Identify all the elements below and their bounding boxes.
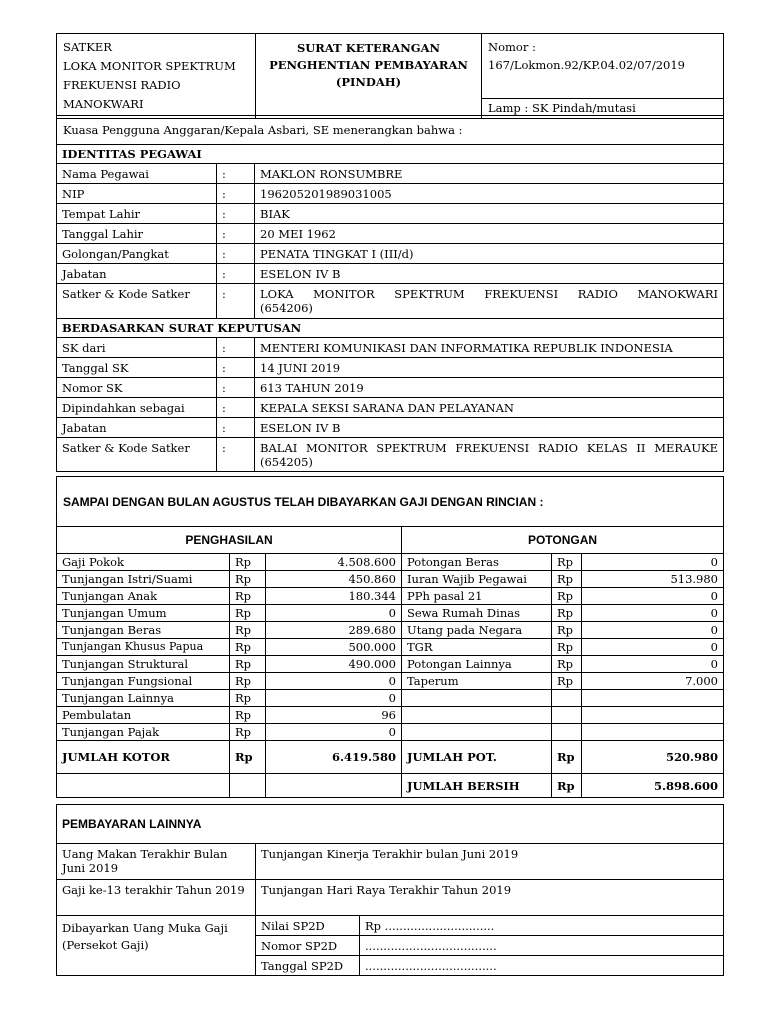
- income-value: 180.344: [266, 588, 402, 605]
- currency: Rp: [230, 707, 266, 724]
- nomor-sp2d-label: Nomor SP2D: [256, 936, 360, 956]
- field-value: 14 JUNI 2019: [255, 358, 724, 378]
- empty-cell: [552, 707, 582, 724]
- field-label: Jabatan: [57, 264, 217, 284]
- empty-cell: [57, 774, 230, 798]
- document-title: [256, 34, 482, 119]
- satker-cell: [57, 34, 256, 119]
- jumlah-kotor-label: JUMLAH KOTOR: [57, 741, 230, 774]
- currency: Rp: [230, 554, 266, 571]
- income-label: Pembulatan: [57, 707, 230, 724]
- table-row: [57, 605, 724, 622]
- field-value: 20 MEI 1962: [255, 224, 724, 244]
- currency: Rp: [552, 571, 582, 588]
- field-value: BIAK: [255, 204, 724, 224]
- field-value: ESELON IV B: [255, 418, 724, 438]
- salary-table: [56, 476, 724, 798]
- currency: Rp: [552, 774, 582, 798]
- empty-cell: [402, 724, 552, 741]
- table-row: [57, 673, 724, 690]
- field-label: Tanggal SK: [57, 358, 217, 378]
- identity-table: [56, 115, 724, 472]
- field-value: MAKLON RONSUMBRE: [255, 164, 724, 184]
- field-value: PENATA TINGKAT I (III/d): [255, 244, 724, 264]
- currency: Rp: [552, 639, 582, 656]
- currency: Rp: [230, 588, 266, 605]
- income-value: 0: [266, 605, 402, 622]
- income-label: Tunjangan Lainnya: [57, 690, 230, 707]
- title-line-1: SURAT KETERANGAN: [296, 41, 441, 55]
- field-value: [255, 438, 724, 472]
- field-label: Tanggal Lahir: [57, 224, 217, 244]
- income-value: 0: [266, 724, 402, 741]
- currency: Rp: [552, 554, 582, 571]
- currency: Rp: [230, 656, 266, 673]
- table-row: [57, 588, 724, 605]
- jumlah-bersih-label: JUMLAH BERSIH: [402, 774, 552, 798]
- table-row: [57, 554, 724, 571]
- satker-asal-name: LOKA MONITOR SPEKTRUM FREKUENSI RADIO MANOKWARI: [260, 287, 719, 301]
- empty-cell: [552, 690, 582, 707]
- empty-cell: [402, 707, 552, 724]
- empty-cell: [402, 690, 552, 707]
- title-line-3: (PINDAH): [335, 75, 402, 89]
- income-label: Tunjangan Anak: [57, 588, 230, 605]
- gaji-13: Gaji ke-13 terakhir Tahun 2019: [57, 880, 256, 916]
- tunjangan-kinerja: Tunjangan Kinerja Terakhir bulan Juni 2019: [256, 844, 724, 880]
- currency: Rp: [230, 639, 266, 656]
- jumlah-pot-value: 520.980: [582, 741, 724, 774]
- deduction-label: Potongan Lainnya: [402, 656, 552, 673]
- deduction-value: 0: [582, 588, 724, 605]
- empty-cell: [266, 774, 402, 798]
- net-row: [57, 774, 724, 798]
- income-label: Gaji Pokok: [57, 554, 230, 571]
- nomor-value: 167/Lokmon.92/KP.04.02/07/2019: [488, 58, 685, 72]
- deduction-label: Utang pada Negara: [402, 622, 552, 639]
- income-label: Tunjangan Umum: [57, 605, 230, 622]
- income-value: 0: [266, 690, 402, 707]
- field-label: Nomor SK: [57, 378, 217, 398]
- currency: Rp: [552, 605, 582, 622]
- empty-cell: [582, 707, 724, 724]
- income-label: Tunjangan Istri/Suami: [57, 571, 230, 588]
- deduction-value: 513.980: [582, 571, 724, 588]
- letter-header: [56, 33, 724, 119]
- currency: Rp: [230, 673, 266, 690]
- income-label: Tunjangan Beras: [57, 622, 230, 639]
- satker-asal-code: (654206): [260, 301, 313, 315]
- currency: Rp: [230, 605, 266, 622]
- table-row: [57, 622, 724, 639]
- empty-cell: [582, 724, 724, 741]
- table-row: [57, 690, 724, 707]
- field-label: Golongan/Pangkat: [57, 244, 217, 264]
- intro-statement: Kuasa Pengguna Anggaran/Kepala Asbari, SE menerangkan bahwa :: [57, 116, 724, 145]
- field-label: Satker & Kode Satker: [57, 438, 217, 472]
- deduction-label: Sewa Rumah Dinas: [402, 605, 552, 622]
- field-label: SK dari: [57, 338, 217, 358]
- income-value: 490.000: [266, 656, 402, 673]
- currency: Rp: [230, 724, 266, 741]
- deduction-value: 0: [582, 605, 724, 622]
- deduction-value: 0: [582, 656, 724, 673]
- colon: :: [217, 224, 255, 244]
- section-heading-keputusan: BERDASARKAN SURAT KEPUTUSAN: [57, 319, 724, 338]
- income-value: 4.508.600: [266, 554, 402, 571]
- colon: :: [217, 338, 255, 358]
- potongan-heading: POTONGAN: [402, 527, 724, 554]
- field-value: ESELON IV B: [255, 264, 724, 284]
- colon: :: [217, 264, 255, 284]
- colon: :: [217, 184, 255, 204]
- deduction-value: 7.000: [582, 673, 724, 690]
- deduction-label: Potongan Beras: [402, 554, 552, 571]
- table-row: [57, 707, 724, 724]
- jumlah-kotor-value: 6.419.580: [266, 741, 402, 774]
- colon: :: [217, 164, 255, 184]
- satker-name: LOKA MONITOR SPEKTRUM FREKUENSI RADIO MANOKWARI: [63, 59, 236, 111]
- field-value: 196205201989031005: [255, 184, 724, 204]
- income-value: 0: [266, 673, 402, 690]
- field-label: Satker & Kode Satker: [57, 284, 217, 319]
- pembayaran-lainnya-heading: PEMBAYARAN LAINNYA: [57, 805, 724, 844]
- colon: :: [217, 204, 255, 224]
- jumlah-bersih-value: 5.898.600: [582, 774, 724, 798]
- colon: :: [217, 418, 255, 438]
- uang-makan: Uang Makan Terakhir Bulan Juni 2019: [57, 844, 256, 880]
- field-label: Dipindahkan sebagai: [57, 398, 217, 418]
- currency: Rp: [230, 571, 266, 588]
- field-label: Jabatan: [57, 418, 217, 438]
- colon: :: [217, 378, 255, 398]
- empty-cell: [552, 724, 582, 741]
- deduction-label: Iuran Wajib Pegawai: [402, 571, 552, 588]
- lampiran: Lamp : SK Pindah/mutasi: [482, 98, 724, 118]
- jumlah-pot-label: JUMLAH POT.: [402, 741, 552, 774]
- tanggal-sp2d-label: Tanggal SP2D: [256, 956, 360, 976]
- currency: Rp: [230, 741, 266, 774]
- table-row: [57, 656, 724, 673]
- field-label: NIP: [57, 184, 217, 204]
- currency: Rp: [552, 673, 582, 690]
- deduction-label: TGR: [402, 639, 552, 656]
- income-label: Tunjangan Khusus Papua: [57, 639, 230, 656]
- table-row: [57, 724, 724, 741]
- other-payments-table: [56, 804, 724, 976]
- nilai-sp2d-value: Rp ..............................: [360, 916, 724, 936]
- income-label: Tunjangan Fungsional: [57, 673, 230, 690]
- rincian-heading: SAMPAI DENGAN BULAN AGUSTUS TELAH DIBAYARKAN GAJI DENGAN RINCIAN :: [57, 477, 724, 527]
- field-value: 613 TAHUN 2019: [255, 378, 724, 398]
- tanggal-sp2d-value: ....................................: [360, 956, 724, 976]
- deduction-label: PPh pasal 21: [402, 588, 552, 605]
- colon: :: [217, 358, 255, 378]
- currency: Rp: [552, 622, 582, 639]
- currency: Rp: [552, 656, 582, 673]
- deduction-label: Taperum: [402, 673, 552, 690]
- empty-cell: [582, 690, 724, 707]
- colon: :: [217, 244, 255, 264]
- currency: Rp: [230, 622, 266, 639]
- nomor-cell: [482, 34, 724, 99]
- deduction-value: 0: [582, 554, 724, 571]
- title-line-2: PENGHENTIAN PEMBAYARAN: [269, 58, 468, 72]
- field-label: Tempat Lahir: [57, 204, 217, 224]
- field-label: Nama Pegawai: [57, 164, 217, 184]
- empty-cell: [230, 774, 266, 798]
- table-row: [57, 639, 724, 656]
- satker-label: SATKER: [63, 40, 112, 54]
- table-row: [57, 571, 724, 588]
- colon: :: [217, 438, 255, 472]
- income-label: Tunjangan Pajak: [57, 724, 230, 741]
- income-label: Tunjangan Struktural: [57, 656, 230, 673]
- field-value: [255, 284, 724, 319]
- income-value: 500.000: [266, 639, 402, 656]
- satker-tujuan-code: (654205): [260, 455, 313, 469]
- colon: :: [217, 398, 255, 418]
- income-value: 289.680: [266, 622, 402, 639]
- nilai-sp2d-label: Nilai SP2D: [256, 916, 360, 936]
- colon: :: [217, 284, 255, 319]
- currency: Rp: [230, 690, 266, 707]
- section-heading-identitas: IDENTITAS PEGAWAI: [57, 145, 724, 164]
- currency: Rp: [552, 588, 582, 605]
- income-value: 96: [266, 707, 402, 724]
- nomor-label: Nomor :: [488, 40, 536, 54]
- nomor-sp2d-value: ....................................: [360, 936, 724, 956]
- currency: Rp: [552, 741, 582, 774]
- uang-muka-gaji: Dibayarkan Uang Muka Gaji (Persekot Gaji): [57, 916, 256, 976]
- deduction-value: 0: [582, 622, 724, 639]
- deduction-value: 0: [582, 639, 724, 656]
- penghasilan-heading: PENGHASILAN: [57, 527, 402, 554]
- totals-row: [57, 741, 724, 774]
- field-value: MENTERI KOMUNIKASI DAN INFORMATIKA REPUBLIK INDONESIA: [255, 338, 724, 358]
- satker-tujuan-name: BALAI MONITOR SPEKTRUM FREKUENSI RADIO KELAS II MERAUKE: [260, 441, 719, 455]
- tunjangan-hari-raya: Tunjangan Hari Raya Terakhir Tahun 2019: [256, 880, 724, 916]
- income-value: 450.860: [266, 571, 402, 588]
- field-value: KEPALA SEKSI SARANA DAN PELAYANAN: [255, 398, 724, 418]
